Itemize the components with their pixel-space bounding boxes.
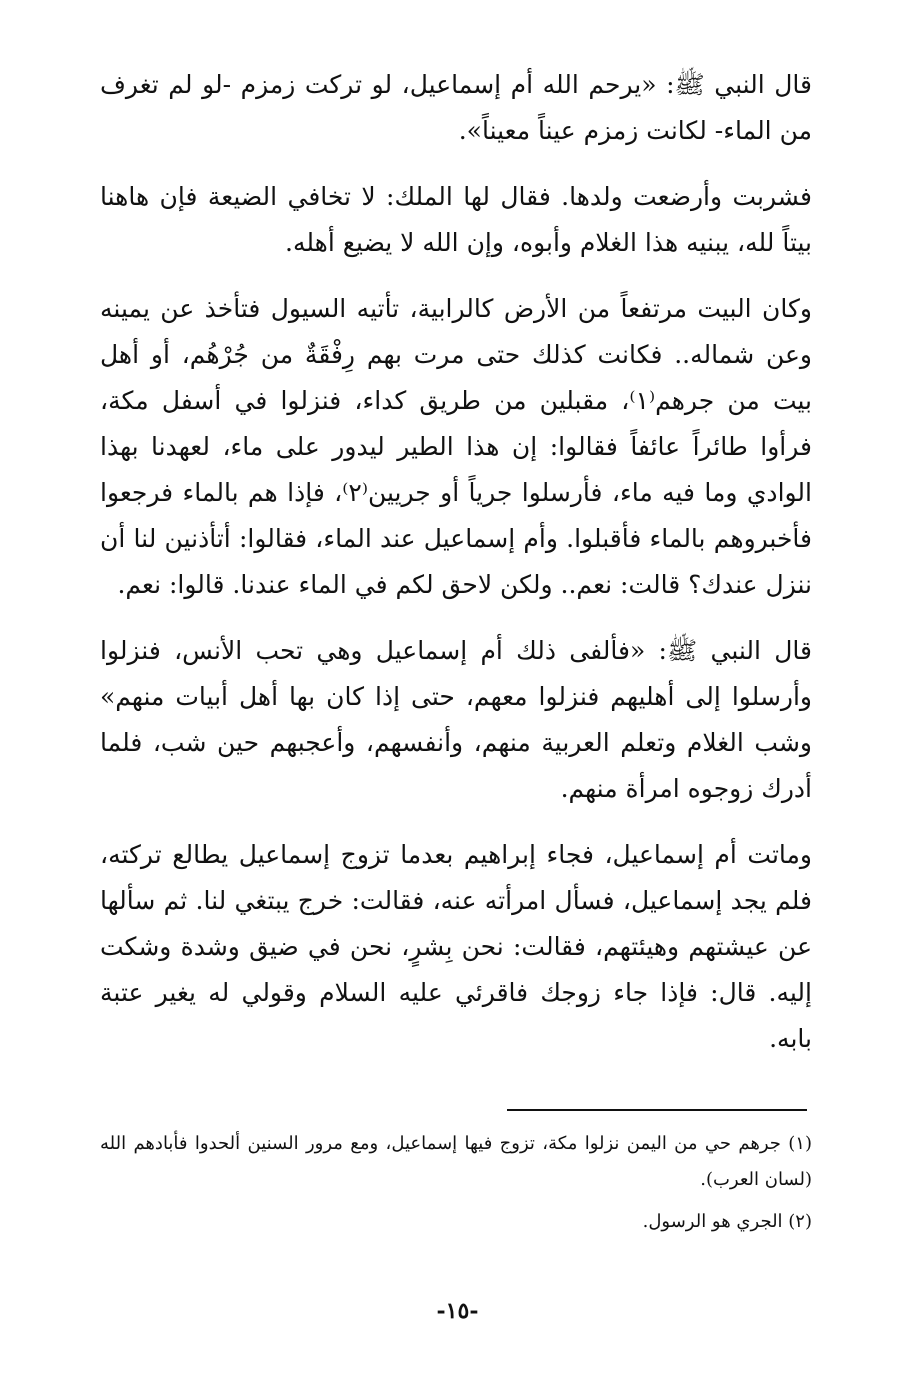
paragraph-4: قال النبي ﷺ: «فألفى ذلك أم إسماعيل وهي تحب الأنس، فنزلوا وأرسلوا إلى أهليهم فنزلوا معهم، حتى إذا كان بها أهل أبيات منهم» وشب الغلام وتعلم العربية منهم، وأنفسهم، وأعجبهم حين شب، فلما أدرك زوجوه امرأة منهم. (100, 636, 812, 803)
footnote-divider (507, 1109, 807, 1111)
footnote-2: (٢) الجري هو الرسول. (642, 1211, 812, 1232)
paragraph-3: وكان البيت مرتفعاً من الأرض كالرابية، تأتيه السيول فتأخذ عن يمينه وعن شماله.. فكانت كذلك حتى مرت بهم رِفْقَةٌ من جُرْهُم، أو أهل بيت من جرهم⁽١⁾، مقبلين من طريق كداء، فنزلوا في أسفل مكة، فرأوا طائراً عائفاً فقالوا: إن هذا الطير ليدور على ماء، لعهدنا بهذا الوادي وما فيه ماء، فأرسلوا جرياً أو جريين⁽٢⁾، فإذا هم بالماء فرجعوا فأخبروهم بالماء فأقبلوا. وأم إسماعيل عند الماء، فقالوا: أتأذنين لنا أن ننزل عندك؟ قالت: نعم.. ولكن لاحق لكم في الماء عندنا. قالوا: نعم. (100, 294, 812, 599)
page-number: -١٥- (436, 1298, 479, 1324)
footnotes (100, 1126, 812, 1246)
footnote-1: (١) جرهم حي من اليمن نزلوا مكة، تزوج فيها إسماعيل، ومع مرور السنين ألحدوا فأبادهم الله (لسان العرب). (100, 1133, 812, 1190)
main-text (100, 62, 812, 1082)
paragraph-1: قال النبي ﷺ: «يرحم الله أم إسماعيل، لو تركت زمزم -لو لم تغرف من الماء- لكانت زمزم عيناً معيناً». (100, 70, 812, 145)
paragraph-5: وماتت أم إسماعيل، فجاء إبراهيم بعدما تزوج إسماعيل يطالع تركته، فلم يجد إسماعيل، فسأل امرأته عنه، فقالت: خرج يبتغي لنا. ثم سألها عن عيشتهم وهيئتهم، فقالت: نحن بِشرٍ، نحن في ضيق وشدة وشكت إليه. قال: فإذا جاء زوجك فاقرئي عليه السلام وقولي له يغير عتبة بابه. (100, 840, 812, 1053)
paragraph-2: فشربت وأرضعت ولدها. فقال لها الملك: لا تخافي الضيعة فإن هاهنا بيتاً لله، يبنيه هذا الغلام وأبوه، وإن الله لا يضيع أهله. (100, 182, 812, 257)
